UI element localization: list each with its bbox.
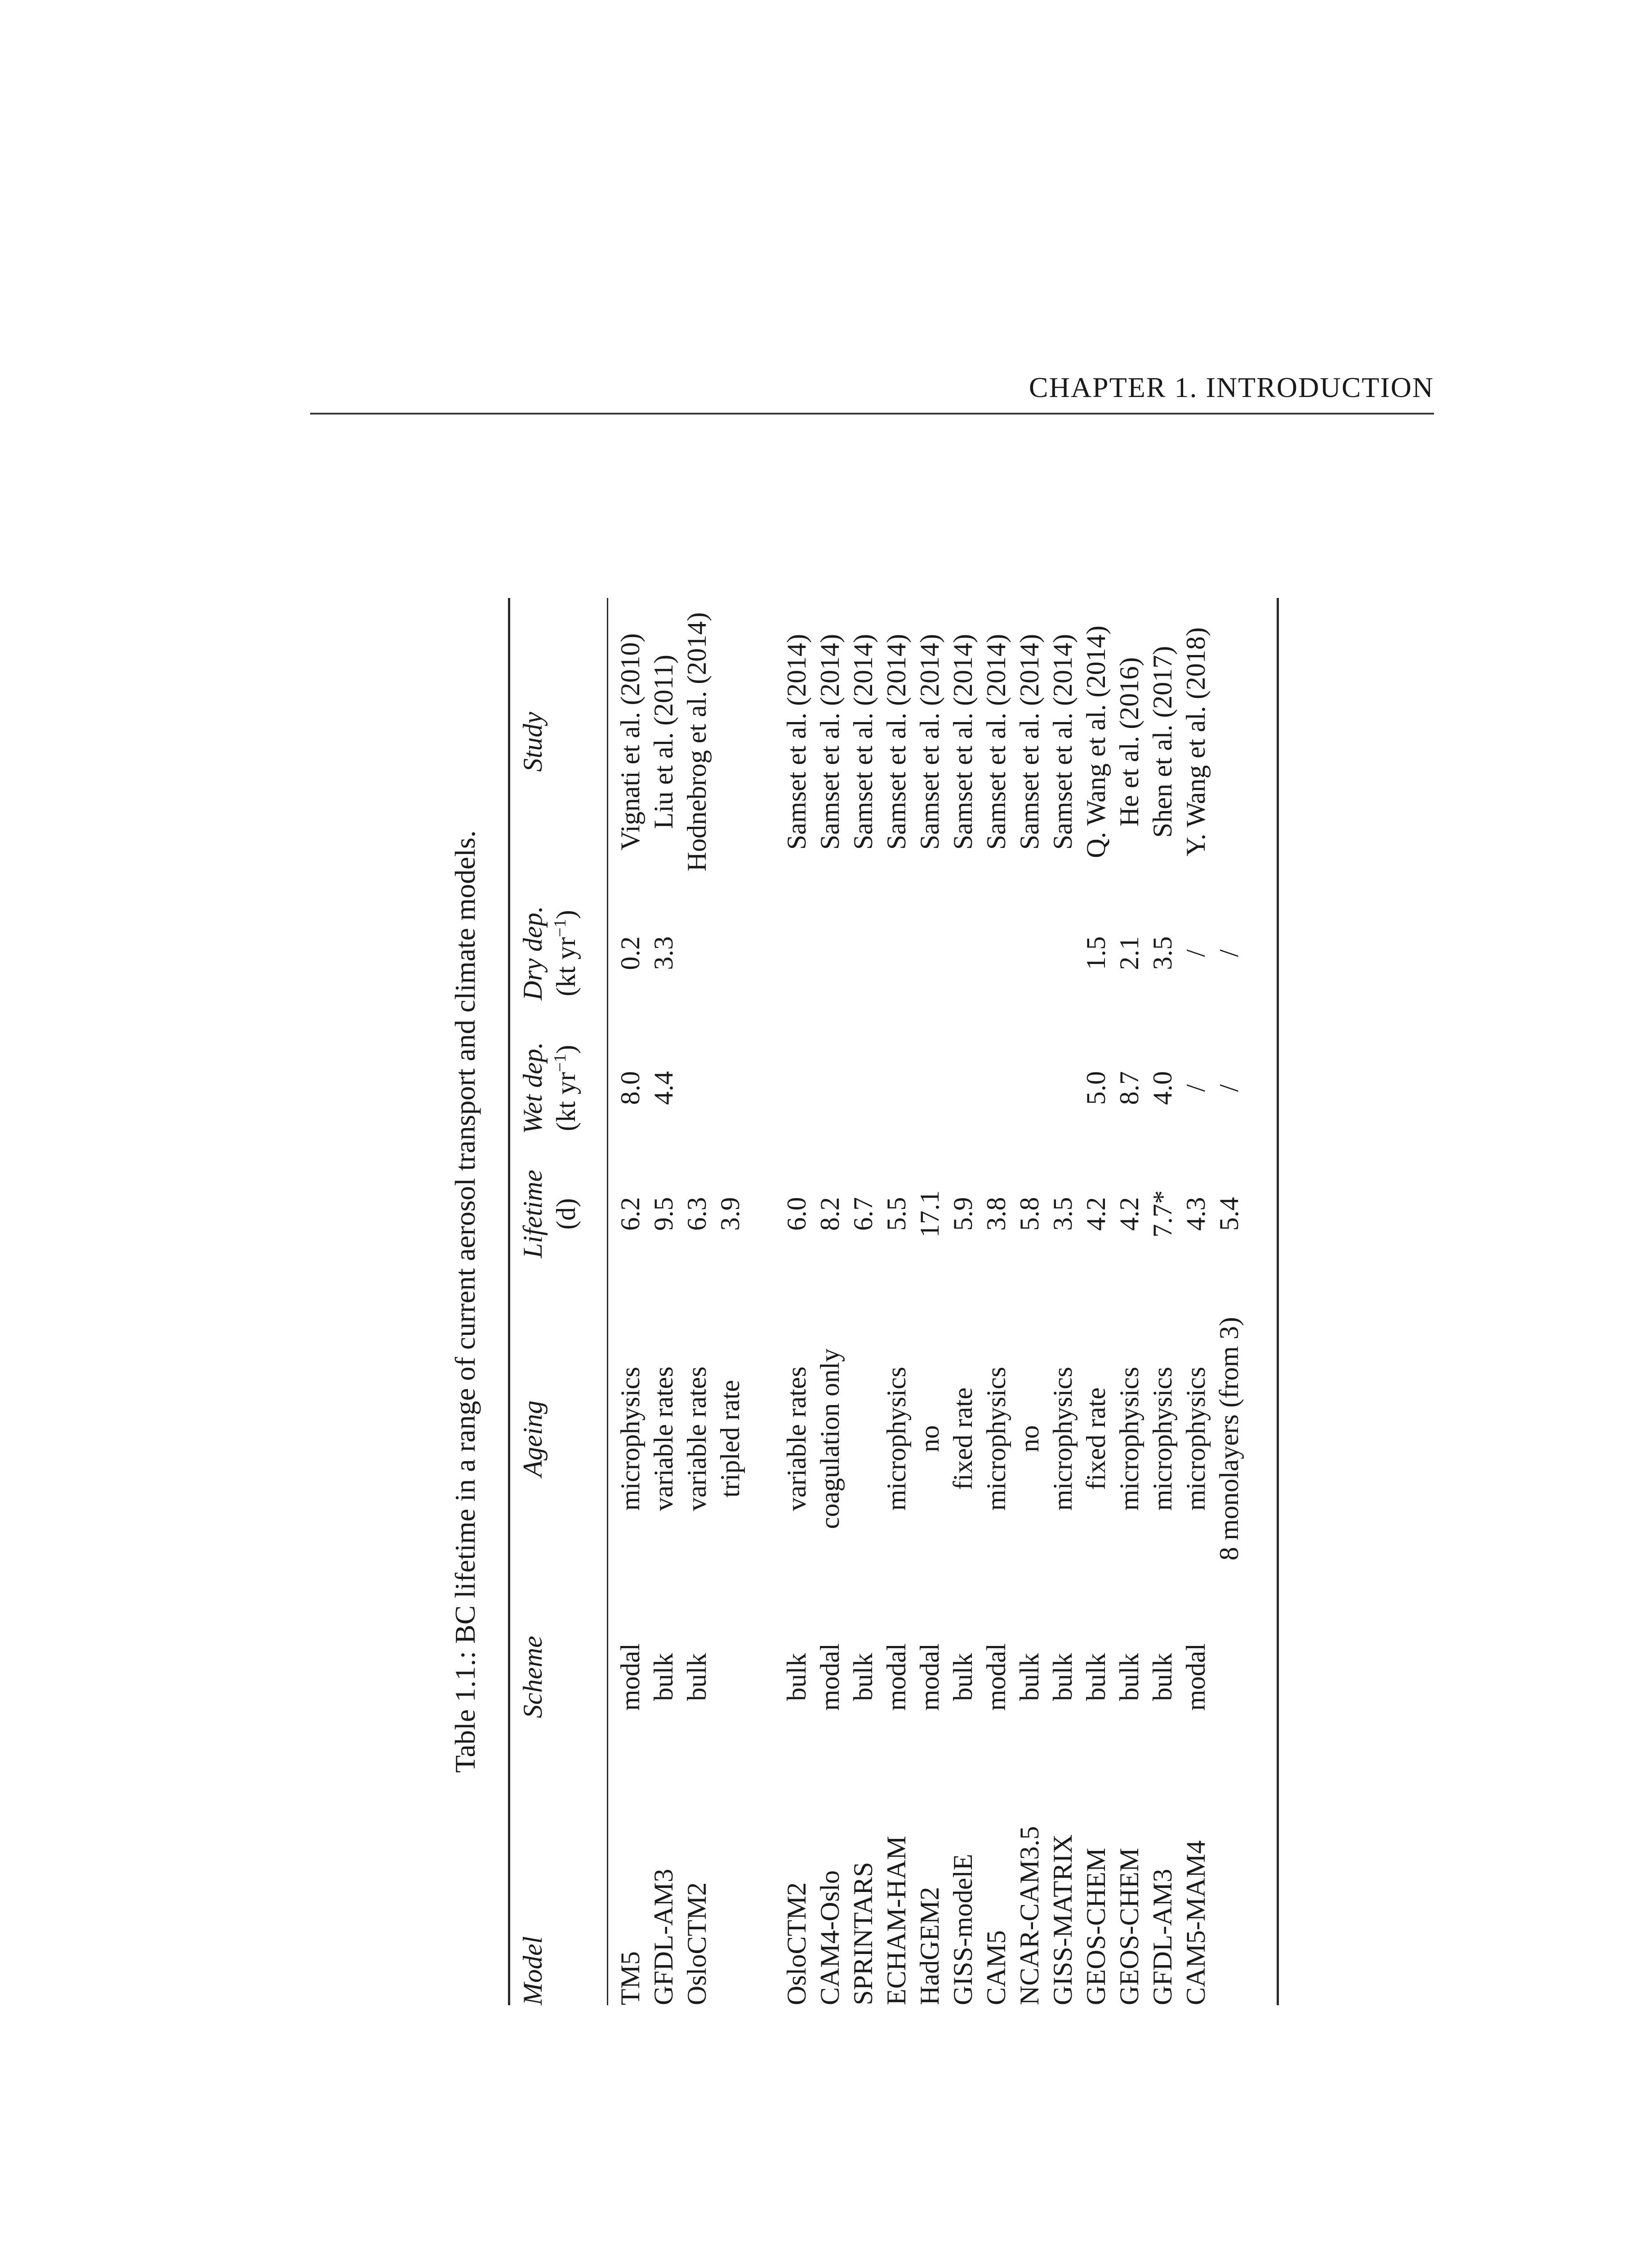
cell-dry [780, 886, 813, 1021]
cell-study: Liu et al. (2011) [649, 655, 678, 829]
header-wet-unit [549, 1045, 583, 1131]
table-row [780, 598, 813, 2005]
cell-lifetime: 7.7* [1148, 1190, 1177, 1238]
cell-scheme: bulk [1081, 1653, 1111, 1701]
cell-lifetime: 3.9 [715, 1197, 745, 1231]
cell-wet [1046, 1021, 1079, 1155]
header-model [516, 1749, 601, 2005]
cell-study: Samset et al. (2014) [981, 634, 1011, 850]
cell-lifetime: 6.0 [782, 1197, 811, 1231]
header-wet-unit-pre: (kt yr [551, 1072, 581, 1132]
header-wet-unit-post: ) [551, 1044, 581, 1054]
cell-wet [813, 1021, 846, 1155]
cell-model: ECHAM-HAM [882, 1836, 911, 2005]
cell-dry [980, 886, 1013, 1021]
header-lifetime-label: Lifetime [518, 1169, 548, 1258]
cell-scheme [1212, 1605, 1246, 1749]
table-row [880, 598, 913, 2005]
cell-study: Samset et al. (2014) [815, 634, 845, 850]
cell-ageing: no [915, 1425, 944, 1452]
cell-study: Samset et al. (2014) [782, 634, 811, 850]
cell-wet: 5.0 [1081, 1071, 1111, 1105]
cell-scheme: bulk [1114, 1653, 1144, 1701]
table-figure [436, 593, 1304, 2010]
cell-lifetime: 3.8 [981, 1197, 1011, 1231]
table-row [1179, 598, 1212, 2005]
cell-lifetime: 5.4 [1214, 1197, 1244, 1231]
header-wet-label: Wet dep. [518, 1042, 548, 1134]
cell-lifetime: 5.9 [948, 1197, 978, 1231]
header-lifetime-unit: (d) [551, 1198, 581, 1230]
header-ageing-label: Ageing [518, 1401, 548, 1477]
cell-dry [846, 886, 880, 1021]
header-dry-label: Dry dep. [518, 906, 548, 1000]
cell-ageing: variable rates [682, 1366, 712, 1511]
cell-dry [713, 886, 747, 1021]
cell-ageing: variable rates [782, 1366, 811, 1511]
cell-lifetime: 6.2 [615, 1197, 645, 1231]
cell-study: Samset et al. (2014) [1015, 634, 1044, 850]
cell-dry [946, 886, 980, 1021]
table-row [946, 598, 980, 2005]
table-header-rule [607, 598, 608, 2005]
header-dry-deposition [516, 886, 601, 1021]
cell-dry [813, 886, 846, 1021]
cell-scheme: bulk [782, 1653, 811, 1701]
cell-scheme: bulk [682, 1653, 712, 1701]
cell-scheme: modal [981, 1643, 1011, 1711]
cell-ageing: microphysics [1181, 1367, 1211, 1511]
cell-model: NCAR-CAM3.5 [1015, 1826, 1044, 2005]
cell-wet [846, 1021, 880, 1155]
rotated-table-block [436, 593, 1304, 2010]
header-lifetime [516, 1155, 601, 1272]
table-header-row [516, 598, 601, 2005]
cell-ageing: variable rates [649, 1366, 678, 1511]
cell-lifetime: 8.2 [815, 1197, 845, 1231]
cell-scheme: bulk [948, 1653, 978, 1701]
cell-ageing: microphysics [981, 1367, 1011, 1511]
cell-study: Q. Wang et al. (2014) [1081, 625, 1111, 858]
table-row [680, 598, 713, 2005]
cell-ageing: fixed rate [1081, 1387, 1111, 1490]
cell-study [1212, 598, 1246, 886]
cell-ageing: microphysics [1114, 1367, 1144, 1511]
cell-scheme: modal [615, 1643, 645, 1711]
cell-lifetime: 3.5 [1048, 1197, 1078, 1231]
cell-model: GEOS-CHEM [1114, 1847, 1144, 2005]
cell-wet [680, 1021, 713, 1155]
cell-study: Samset et al. (2014) [848, 634, 878, 850]
cell-lifetime: 4.2 [1081, 1197, 1111, 1231]
cell-wet: 4.0 [1148, 1071, 1177, 1105]
cell-scheme: modal [815, 1643, 845, 1711]
cell-model: CAM4-Oslo [815, 1870, 845, 2005]
header-dry-unit [549, 910, 583, 996]
cell-ageing: microphysics [1048, 1367, 1078, 1511]
table-top-rule [508, 598, 510, 2005]
cell-scheme: bulk [1148, 1653, 1177, 1701]
table-row [614, 598, 647, 2005]
cell-model: GFDL-AM3 [649, 1869, 678, 2005]
table-body [614, 598, 1246, 2005]
cell-dry [1013, 886, 1046, 1021]
cell-scheme: bulk [649, 1653, 678, 1701]
cell-lifetime: 6.7 [848, 1197, 878, 1231]
cell-study: Samset et al. (2014) [948, 634, 978, 850]
cell-scheme: bulk [1048, 1653, 1078, 1701]
cell-ageing: microphysics [882, 1367, 911, 1511]
table-row [1046, 598, 1079, 2005]
cell-dry [1046, 886, 1079, 1021]
table-row [846, 598, 880, 2005]
table-row [1013, 598, 1046, 2005]
header-dry-unit-pre: (kt yr [551, 937, 581, 997]
cell-wet: 4.4 [649, 1071, 678, 1105]
cell-dry: 3.5 [1148, 936, 1177, 970]
cell-wet: 8.0 [615, 1071, 645, 1105]
cell-lifetime: 4.3 [1181, 1197, 1211, 1231]
cell-study: He et al. (2016) [1114, 657, 1144, 827]
header-rule [310, 413, 1434, 415]
header-ageing [516, 1272, 601, 1605]
cell-study: Shen et al. (2017) [1148, 646, 1177, 838]
cell-study [713, 598, 747, 886]
header-scheme-label: Scheme [518, 1636, 548, 1718]
cell-wet: / [1214, 1084, 1244, 1092]
cell-model: SPRINTARS [848, 1862, 878, 2005]
cell-dry [680, 886, 713, 1021]
cell-dry: 3.3 [649, 936, 678, 970]
cell-ageing: tripled rate [715, 1380, 745, 1498]
cell-model: TM5 [615, 1951, 645, 2005]
cell-dry: / [1214, 949, 1244, 957]
table-row [913, 598, 946, 2005]
cell-wet: 8.7 [1114, 1071, 1144, 1105]
table-row [647, 598, 680, 2005]
cell-wet [880, 1021, 913, 1155]
cell-study: Samset et al. (2014) [1048, 634, 1078, 850]
cell-study: Hodnebrog et al. (2014) [682, 612, 712, 872]
header-wet-deposition [516, 1021, 601, 1155]
running-head: CHAPTER 1. INTRODUCTION [1029, 371, 1434, 403]
cell-study: Vignati et al. (2010) [615, 633, 645, 851]
cell-scheme: bulk [848, 1653, 878, 1701]
table-caption: Table 1.1.: BC lifetime in a range of current aerosol transport and climate models. [449, 830, 481, 1773]
table-row [1079, 598, 1113, 2005]
cell-lifetime: 17.1 [915, 1190, 944, 1238]
cell-ageing: no [1015, 1425, 1044, 1452]
cell-scheme: modal [915, 1643, 944, 1711]
cell-dry [880, 886, 913, 1021]
cell-dry: / [1181, 949, 1211, 957]
header-study-label: Study [518, 712, 548, 772]
cell-ageing: fixed rate [948, 1387, 978, 1490]
cell-lifetime: 4.2 [1114, 1197, 1144, 1231]
cell-model [1212, 1749, 1246, 2005]
header-dry-unit-post: ) [551, 910, 581, 919]
cell-scheme [713, 1605, 747, 1749]
cell-wet [980, 1021, 1013, 1155]
cell-model: OsloCTM2 [682, 1882, 712, 2005]
table-row [1212, 598, 1246, 2005]
cell-model: OsloCTM2 [782, 1882, 811, 2005]
cell-lifetime: 9.5 [649, 1197, 678, 1231]
cell-study: Samset et al. (2014) [915, 634, 944, 850]
cell-wet [913, 1021, 946, 1155]
cell-ageing: microphysics [1148, 1367, 1177, 1511]
cell-ageing: coagulation only [815, 1348, 845, 1529]
header-study [516, 598, 601, 886]
cell-study: Y. Wang et al. (2018) [1181, 627, 1211, 856]
cell-model: CAM5 [981, 1930, 1011, 2005]
cell-model: GFDL-AM3 [1148, 1869, 1177, 2005]
table-row [1146, 598, 1179, 2005]
cell-dry [913, 886, 946, 1021]
cell-model: GEOS-CHEM [1081, 1847, 1111, 2005]
cell-model: GISS-MATRIX [1048, 1834, 1078, 2005]
table-row-spacer [747, 598, 780, 2005]
cell-wet: / [1181, 1084, 1211, 1092]
cell-lifetime: 5.8 [1015, 1197, 1044, 1231]
cell-wet [713, 1021, 747, 1155]
cell-scheme: bulk [1015, 1653, 1044, 1701]
table-row [713, 598, 747, 2005]
header-scheme [516, 1605, 601, 1749]
cell-wet [780, 1021, 813, 1155]
cell-model [713, 1749, 747, 2005]
cell-wet [1013, 1021, 1046, 1155]
cell-dry: 0.2 [615, 936, 645, 970]
header-dry-unit-sup: −1 [551, 919, 570, 937]
cell-lifetime: 6.3 [682, 1197, 712, 1231]
cell-scheme: modal [882, 1643, 911, 1711]
cell-wet [946, 1021, 980, 1155]
cell-dry: 2.1 [1114, 936, 1144, 970]
cell-model: GISS-modelE [948, 1854, 978, 2005]
cell-ageing: microphysics [615, 1367, 645, 1511]
table-row [980, 598, 1013, 2005]
cell-model: HadGEM2 [915, 1887, 944, 2005]
table-bottom-rule [1277, 598, 1279, 2005]
cell-model: CAM5-MAM4 [1181, 1840, 1211, 2005]
cell-scheme: modal [1181, 1643, 1211, 1711]
cell-dry: 1.5 [1081, 936, 1111, 970]
header-wet-unit-sup: −1 [551, 1053, 570, 1072]
cell-ageing [846, 1272, 880, 1605]
cell-lifetime: 5.5 [882, 1197, 911, 1231]
table-row [813, 598, 846, 2005]
header-model-label: Model [518, 1936, 548, 2005]
cell-ageing: 8 monolayers (from 3) [1214, 1317, 1244, 1561]
table-row [1113, 598, 1146, 2005]
cell-study: Samset et al. (2014) [882, 634, 911, 850]
